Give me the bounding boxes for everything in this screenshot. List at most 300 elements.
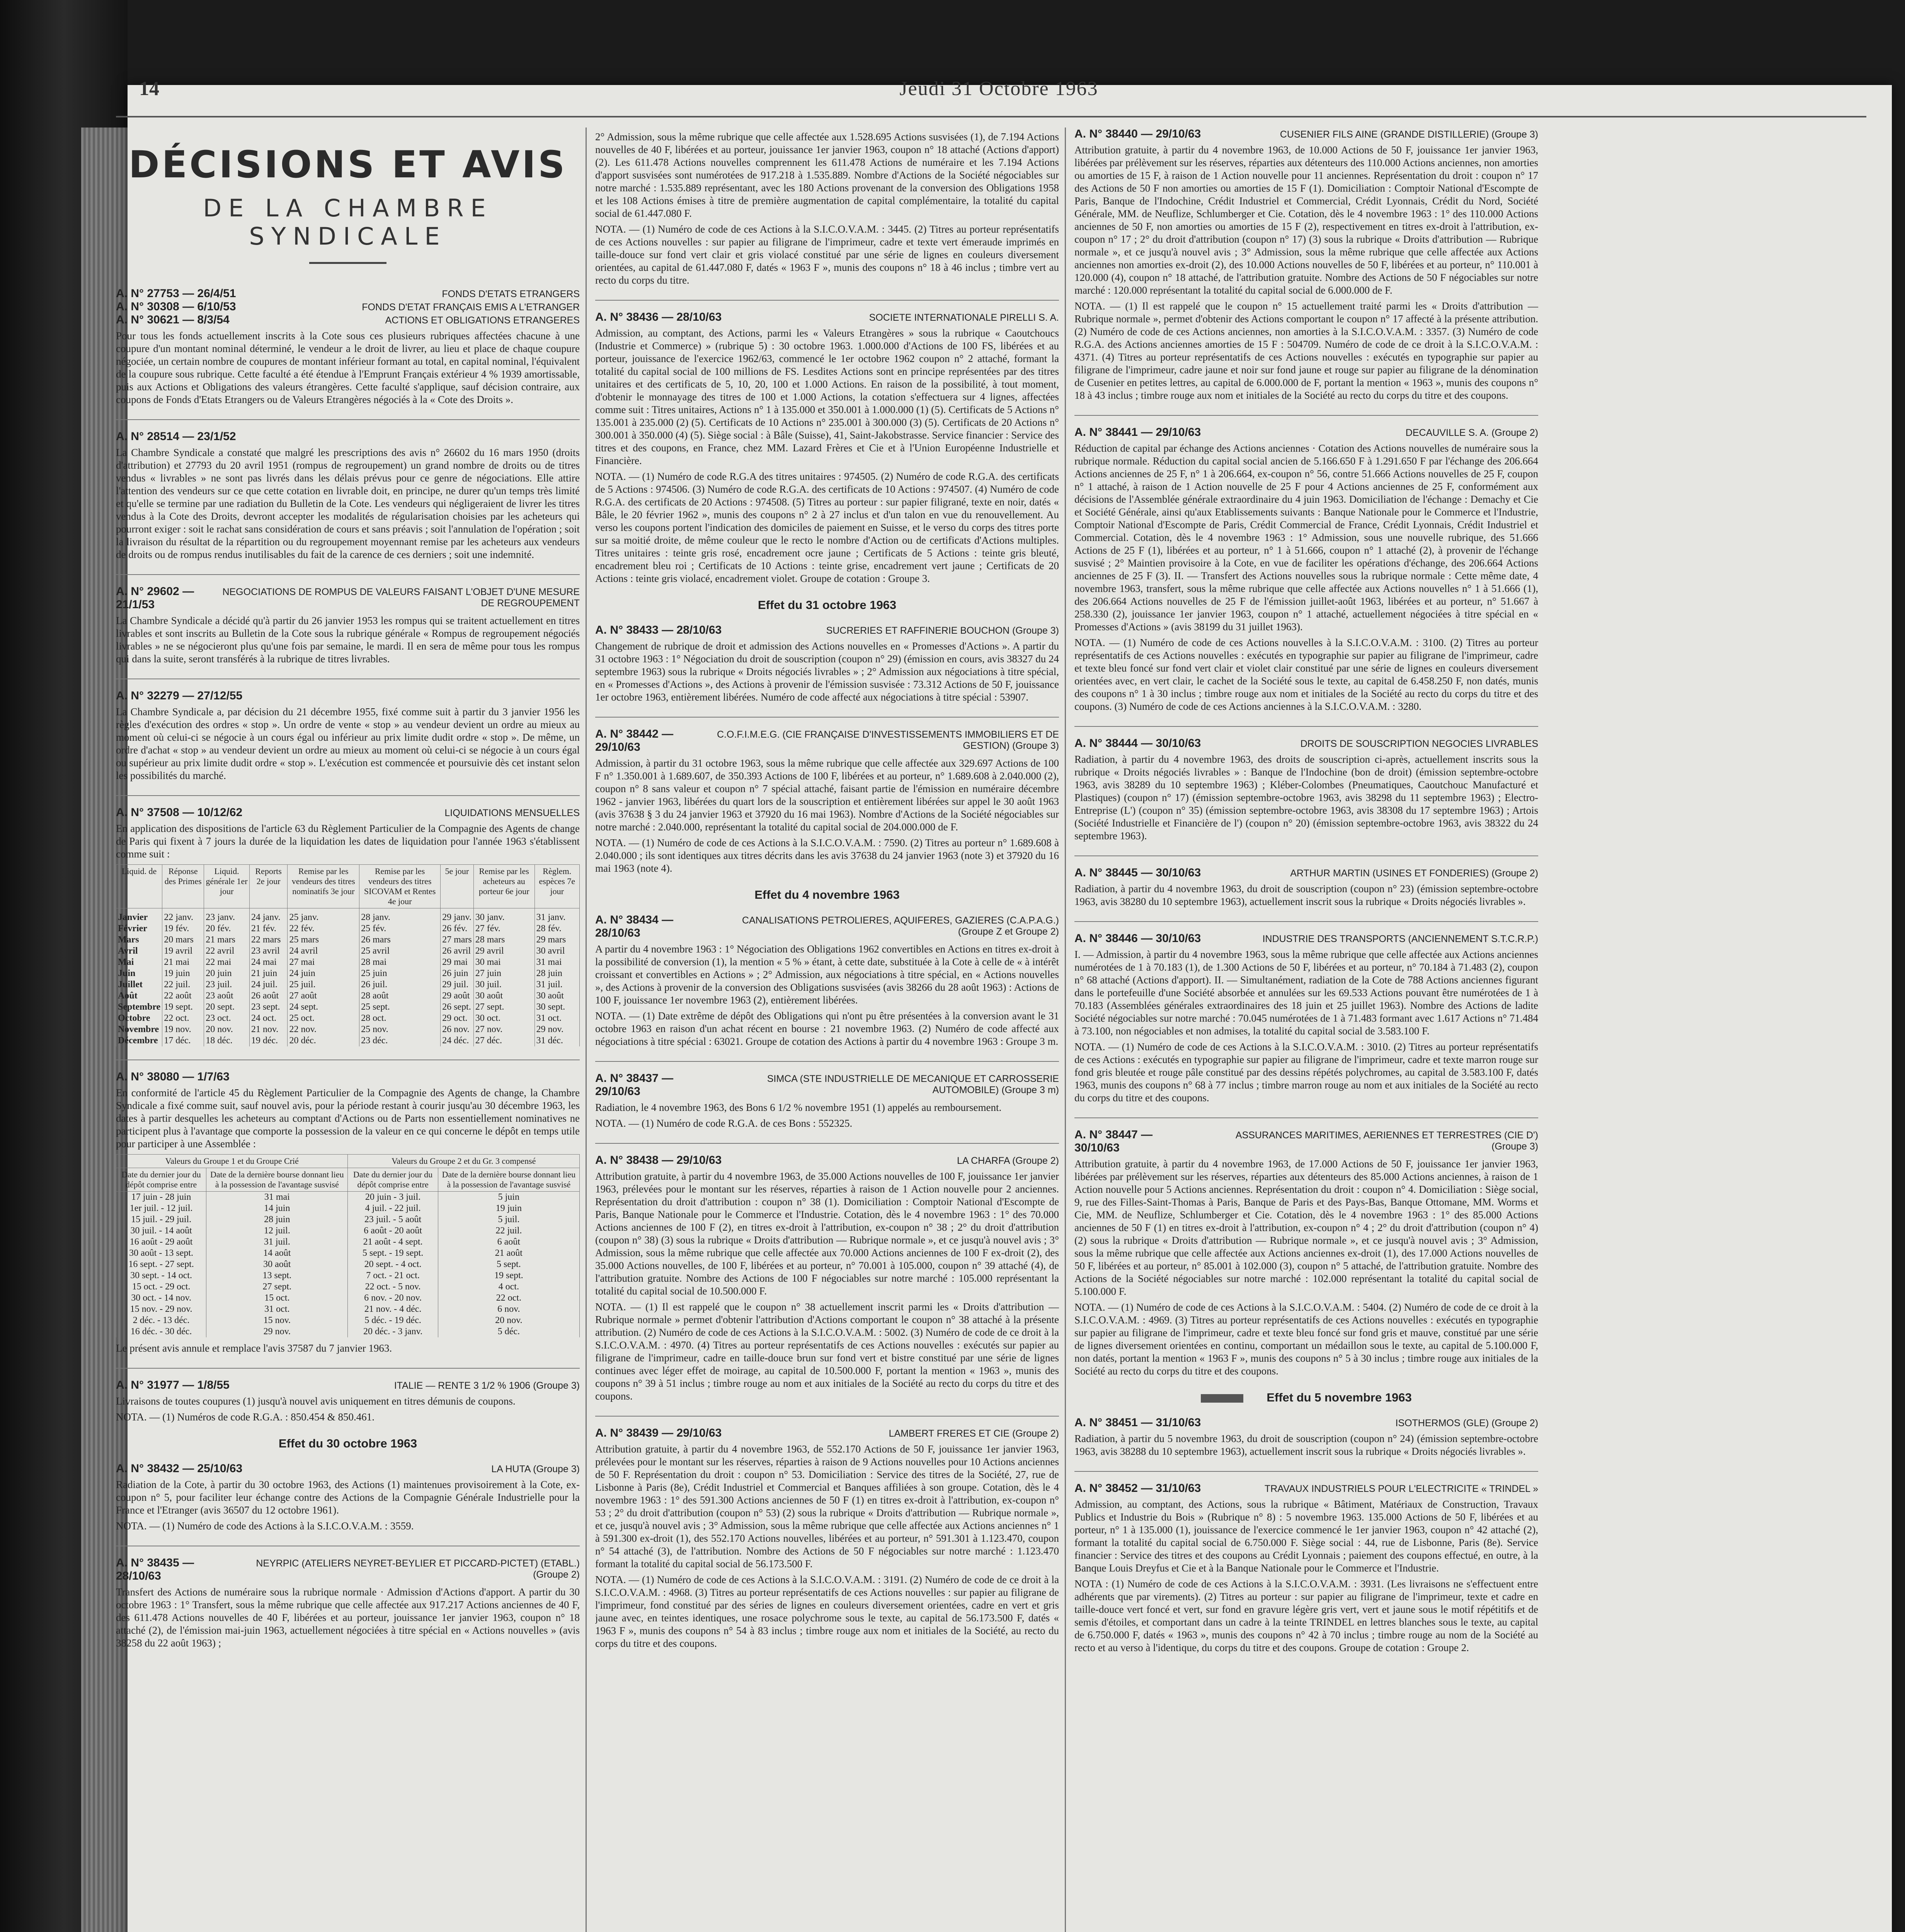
table-cell: 30 sept. - 14 oct.	[116, 1270, 206, 1281]
notice-body: La Chambre Syndicale a constaté que malgré les prescriptions des avis n° 26602 du 16 mars 1950 (droits d'attribution) et 27793 du 20 avril 1951 (rompus de regroupement) un grand nombre de droits ou de titres vendus « livrables » ne sont pas livrés dans les délais prévus pour ce genre de négociations. Elle attire l'attention des vendeurs sur ce que cette cotation en livrable doit, en principe, ne durer qu'un temps très limité et qu'elle se termine par une radiation du Bulletin de la Cote. Les vendeurs qui négligeraient de livrer les titres vendus à la Cote des Droits, devront accepter les modalités de régularisation choisies par les acheteurs qui pourront exiger : soit le rachat sans considération de cours et sans préavis ; soit l'annulation de l'opération ; soit la livraison du résultat de la répartition ou du regroupement moyennant remise par les acheteurs aux vendeurs de droits ou de rompus rendus inutilisables du fait de la carence de ces derniers ; soit une indemnité.	[116, 447, 580, 560]
notice	[116, 1462, 580, 1532]
table-cell: 25 nov.	[359, 1024, 441, 1035]
table-cell: 20 nov.	[204, 1024, 250, 1035]
table-cell: 23 janv.	[204, 908, 250, 923]
table-cell: 22 juil.	[162, 979, 204, 990]
table-row	[116, 979, 580, 990]
notice-ref: A. N° 29602 — 21/1/53	[116, 585, 194, 611]
effective-date-heading: Effet du 31 octobre 1963	[758, 598, 897, 612]
table-cell: 19 avril	[162, 946, 204, 957]
table-header: Date de la dernière bourse donnant lieu à la possession de l'avantage susvisé	[438, 1168, 579, 1192]
notice-body: Admission, au comptant, des Actions, parmi les « Valeurs Etrangères » sous la rubrique « Caoutchoucs (Industrie et Commerce) » (rubrique 5) : 30 octobre 1963. 1.000.000 d'Actions de 100 FS, libérées et au porteur, jouissance de l'exercice 1962/63, commencé le 1er octobre 1962 coupon n° 2 attaché, formant la totalité du capital social de 100 millions de FS. Lesdites Actions sont en principe représentées par des titres unitaires et des certificats de 5, 10, 20, 100 et 1.000 Actions. En raison de la possibilité, à tout moment, d'obtenir le monnayage des titres de 100 et 1.000 Actions, la cotation s'effectuera sur 4 lignes, affectées comme suit : Titres unitaires, Actions n° 1 à 135.000 et 350.001 à 1.000.000 (1) (5). Certificats de 5 Actions n° 135.001 à 235.000 (2) (5). Certificats de 10 Actions n° 235.001 à 300.000 (3) (5). Certificats de 20 Actions n° 300.001 à 350.000 (4) (5). Siège social : à Bâle (Suisse), 41, Saint-Jakobstrasse. Service financier : Service des titres et des coupons, en France, chez MM. Lazard Frères et Cie et à l'Union Européenne Industrielle et Financière.	[595, 327, 1059, 466]
table-cell: 5 juil.	[438, 1214, 579, 1225]
month-cell: Juin	[116, 968, 162, 979]
notice-ref: A. N° 30621 — 8/3/54	[116, 313, 230, 326]
running-header	[139, 77, 1859, 112]
table-header: Règlem. espèces 7e jour	[535, 865, 579, 908]
table-cell: 30 août	[535, 990, 579, 1002]
divider	[595, 1143, 1059, 1144]
table-header: Remise par les vendeurs des titres nominatifs 3e jour	[288, 865, 359, 908]
table-row	[116, 908, 580, 923]
table-cell: 22 oct.	[438, 1293, 579, 1304]
notice-note: NOTA. — (1) Il est rappelé que le coupon n° 15 actuellement traité parmi les « Droits d'attribution — Rubrique normale », permet d'obtenir des Actions comportant le coupon n° 17 affecté à la présente attribution. (2) Numéro de code de ces Actions anciennes, non amorties à la S.I.C.O.V.A.M. : 3357. (3) Numéro de code R.G.A. des Actions anciennes amorties de 15 F : 504709. Numéro de code de ce droit à la S.I.C.O.V.A.M. : 4371. (4) Titres au porteur représentatifs de ces Actions nouvelles : exécutés en typographie sur papier au filigrane de l'imprimeur, cadre jaune et noir sur fond jaune et rouge sur papier au filigrane de la dénomination de Cusenier en petites lettres, au capital de 6.000.000 de F, portant la mention « 1963 », munis des coupons n° 18 à 43 inclus ; timbre rouge aux nom et initiales de la Société au recto du corps du titre et des coupons.	[1074, 300, 1538, 401]
header-date: Jeudi 31 Octobre 1963	[899, 78, 1098, 100]
notice-subject: NEGOCIATIONS DE ROMPUS DE VALEURS FAISANT L'OBJET D'UNE MESURE DE REGROUPEMENT	[222, 587, 580, 609]
notice-note: NOTA. — (1) Numéro de code de ces Actions à la S.I.C.O.V.A.M. : 3445. (2) Titres au porteur représentatifs de ces Actions nouvelles : sur papier au filigrane de l'imprimeur, cadre et texte vert émeraude imprimés en taille-douce sur fond vert clair et gris violacé constitué par une série de lignes en couleurs diversement orientées, au capital de 61.447.080 F, datés « 1963 F », munis des coupons n° 18 à 46 inclus ; timbre vert au recto du corps du titre.	[595, 223, 1059, 286]
table-cell: 22 oct. - 5 nov.	[348, 1281, 438, 1293]
table-cell: 31 mai	[206, 1192, 348, 1203]
notice-note: NOTA. — (1) Numéros de code R.G.A. : 850.454 & 850.461.	[116, 1411, 375, 1423]
notice-subject: CUSENIER FILS AINE (GRANDE DISTILLERIE) (Groupe 3)	[1280, 129, 1538, 140]
notice	[1074, 866, 1538, 908]
notice-body: Admission, au comptant, des Actions, sous la rubrique « Bâtiment, Matériaux de Construction, Travaux Publics et Industrie du Bois » (Rubrique n° 8) : 5 novembre 1963. 135.000 Actions de 50 F, libérées et au porteur, n° 1 à 135.000 (1), jouissance de l'exercice commencé le 1er janvier 1963, coupon n° 42 attaché (2), formant la totalité du capital social de 6.750.000 F. Siège social : 44, rue de Lisbonne, Paris (8e). Service financier : Service des titres et des coupons au Crédit Lyonnais ; paiement des coupons effectué, en outre, à la Banque Louis Dreyfus et Cie et à la Banque Nationale pour le Commerce et l'Industrie.	[1074, 1498, 1538, 1574]
notice	[116, 1070, 580, 1355]
notice	[1074, 1416, 1538, 1458]
table-cell: 19 juin	[438, 1203, 579, 1214]
table-cell: 30 janv.	[473, 908, 535, 923]
table-cell: 21 fév.	[249, 923, 288, 934]
notice-body: En conformité de l'article 45 du Règlement Particulier de la Compagnie des Agents de change, la Chambre Syndicale a fixé comme suit, sauf nouvel avis, pour la période restant à courir jusqu'au 30 décembre 1963, les dates à partir desquelles les acheteurs au comptant d'Actions ou de Parts non essentiellement nominatives ne participent plus à l'avantage que comporte la possession de la valeur en ce qui concerne le dépôt en temps utile pour participer à une Assemblée :	[116, 1087, 580, 1150]
notice-subject: INDUSTRIE DES TRANSPORTS (ANCIENNEMENT S.T.C.R.P.)	[1262, 934, 1538, 944]
notice-body: Attribution gratuite, à partir du 4 novembre 1963, de 10.000 Actions de 50 F, jouissance 1er janvier 1963, libérées par prélèvement sur les réserves, réparties aux détenteurs des 110.000 Actions anciennes, non amorties ou amorties de 15 F, à raison de 1 Action nouvelle pour 11 anciennes. Représentation du droit : coupon n° 17 des Actions de 50 F non amorties ou amorties de 15 F (1). Domiciliation : Comptoir National d'Escompte de Paris, Banque de l'Indochine, Crédit Industriel et Commercial, Crédit Lyonnais, Crédit du Nord, Société Générale, MM. de Neuflize, Schlumberger et Cie. Cotation, dès le 4 novembre 1963 : 1° des 110.000 Actions anciennes de 50 F, non amorties ou amorties de 15 F (2), respectivement en titres ex-droit à l'attribution, ex-coupon n° 17 ; 2° du droit d'attribution (coupon n° 17) (3) sous la rubrique « Droits d'attribution — Rubrique normale », et ce jusqu'à nouvel avis ; 3° Admission, sous la même rubrique que celle affectée aux Actions anciennes non amorties ex-droit (2), des 10.000 Actions nouvelles de 50 F, libérées et au porteur, n° 110.001 à 120.000 (4), coupon n° 18 attaché, de l'attribution gratuite. Nombre des Actions de 50 F négociables sur notre marché : 120.000 représentant la totalité du capital social de 6.000.000 de F.	[1074, 144, 1538, 296]
table-cell: 31 oct.	[535, 1013, 579, 1024]
column-separator	[1065, 128, 1066, 1932]
table-cell: 28 janv.	[359, 908, 441, 923]
notice-subject: NEYRPIC (ATELIERS NEYRET-BEYLIER ET PICCARD-PICTET) (ETABL.) (Groupe 2)	[256, 1558, 580, 1580]
table-cell: 16 déc. - 30 déc.	[116, 1326, 206, 1337]
table-row	[116, 1035, 580, 1046]
notice-subject: ISOTHERMOS (GLE) (Groupe 2)	[1395, 1418, 1538, 1429]
table-row	[116, 1236, 580, 1248]
table-header: Remise par les vendeurs des titres SICOVAM et Rentes 4e jour	[359, 865, 441, 908]
table-cell: 20 sept. - 4 oct.	[348, 1259, 438, 1270]
table-row	[116, 1192, 580, 1203]
table-cell: 26 avril	[441, 946, 474, 957]
notice	[595, 311, 1059, 585]
divider	[1074, 1117, 1538, 1118]
table-cell: 5 déc. - 19 déc.	[348, 1315, 438, 1326]
table-cell: 31 juil.	[206, 1236, 348, 1248]
column-separator	[586, 128, 587, 1932]
table-cell: 24 déc.	[441, 1035, 474, 1046]
month-cell: Janvier	[116, 908, 162, 923]
month-cell: Juillet	[116, 979, 162, 990]
divider	[595, 300, 1059, 301]
table-cell: 21 juin	[249, 968, 288, 979]
table-cell: 21 août	[438, 1248, 579, 1259]
table-row	[116, 1024, 580, 1035]
notice-body: Changement de rubrique de droit et admission des Actions nouvelles en « Promesses d'Actions ». A partir du 31 octobre 1963 : 1° Négociation du droit de souscription (coupon n° 29) (émission en cours, avis 38327 du 24 septembre 1963) sous la rubrique « Droits négociés livrables » ; 2° Admission aux négociations à titre spécial, en « Promesses d'Actions », des Actions à provenir de l'émission susvisée : 73.312 Actions de 50 F, jouissance 1er octobre 1963, entièrement libérées. Numéro de code affecté aux négociations à titre spécial : 53907.	[595, 640, 1059, 703]
notice-ref: A. N° 37508 — 10/12/62	[116, 806, 243, 819]
table-cell: 17 juin - 28 juin	[116, 1192, 206, 1203]
table-cell: 17 déc.	[162, 1035, 204, 1046]
table-cell: 21 mars	[204, 934, 250, 946]
notice-ref: A. N° 27753 — 26/4/51	[116, 287, 236, 300]
table-cell: 29 août	[441, 990, 474, 1002]
table-cell: 30 août	[206, 1259, 348, 1270]
table-cell: 24 juin	[288, 968, 359, 979]
table-cell: 30 oct. - 14 nov.	[116, 1293, 206, 1304]
table-cell: 26 nov.	[441, 1024, 474, 1035]
table-cell: 23 oct.	[204, 1013, 250, 1024]
notice	[116, 430, 580, 561]
table-cell: 31 juil.	[535, 979, 579, 990]
month-cell: Septembre	[116, 1002, 162, 1013]
table-cell: 27 mai	[288, 957, 359, 968]
month-cell: Mars	[116, 934, 162, 946]
notice	[1074, 1482, 1538, 1654]
notice-ref: A. N° 30308 — 6/10/53	[116, 300, 236, 313]
month-cell: Novembre	[116, 1024, 162, 1035]
divider	[595, 717, 1059, 718]
table-group-header: Valeurs du Groupe 2 et du Gr. 3 compensé	[348, 1155, 580, 1168]
divider	[1074, 921, 1538, 922]
table-cell: 22 oct.	[162, 1013, 204, 1024]
table-cell: 31 mai	[535, 957, 579, 968]
notice	[116, 1379, 580, 1423]
table-cell: 30 avril	[535, 946, 579, 957]
table-cell: 20 juin	[204, 968, 250, 979]
notice	[595, 1072, 1059, 1130]
notice-subject: ASSURANCES MARITIMES, AERIENNES ET TERRESTRES (CIE D') (Groupe 3)	[1235, 1130, 1538, 1152]
month-cell: Mai	[116, 957, 162, 968]
divider	[595, 1061, 1059, 1062]
table-row	[116, 1002, 580, 1013]
table-cell: 19 juin	[162, 968, 204, 979]
table-cell: 30 juil. - 14 août	[116, 1225, 206, 1236]
notice-subject: ACTIONS ET OBLIGATIONS ETRANGERES	[385, 315, 580, 326]
notice-subject: SUCRERIES ET RAFFINERIE BOUCHON (Groupe 3)	[826, 625, 1059, 636]
table-cell: 21 août - 4 sept.	[348, 1236, 438, 1248]
effective-date-heading	[1074, 1391, 1538, 1405]
notice	[595, 728, 1059, 875]
notice-body: Admission, à partir du 31 octobre 1963, sous la même rubrique que celle affectée aux 329.697 Actions de 100 F n° 1.350.001 à 1.689.607, de 350.393 Actions de 100 F, libérées et au porteur, n° 1.689.608 à 2.040.000 (2), coupon n° 8 sans valeur et coupon n° 7 spécial attaché, faisant partie de l'émission en numéraire décembre 1962 - janvier 1963, libérées du quart lors de la souscription et entièrement libérées sur appel le 30 août 1963 (avis 37638 § 3 du 24 janvier 1963 et 37920 du 16 mai 1963). Nombre d'Actions de la Société négociables sur notre marché : 2.040.000, représentant la totalité du capital social de 204.000.000 de F.	[595, 757, 1059, 833]
table-cell: 23 sept.	[249, 1002, 288, 1013]
notice	[595, 1427, 1059, 1650]
table-header: Liquid. générale 1er jour	[204, 865, 250, 908]
table-cell: 29 nov.	[535, 1024, 579, 1035]
notice	[595, 913, 1059, 1048]
table-cell: 29 mars	[535, 934, 579, 946]
table-cell: 20 juin - 3 juil.	[348, 1192, 438, 1203]
notice-body: Attribution gratuite, à partir du 4 novembre 1963, de 35.000 Actions nouvelles de 100 F, jouissance 1er janvier 1963, prélevées pour le montant sur les réserves, réparties à raison de 1 Action nouvelle pour 2 anciennes. Représentation du droit d'attribution : coupon n° 38 (1). Domiciliation : Comptoir National d'Escompte de Paris, Banque Nationale pour le Commerce et l'Industrie. Cotation, dès le 4 novembre 1963 : 1° des 70.000 Actions anciennes de 100 F (2), en titres ex-droit à l'attribution, ex-coupon n° 38 ; 2° du droit d'attribution (coupon n° 38) (3) sous la rubrique « Droits d'attribution — Rubrique normale », et ce jusqu'à nouvel avis ; 3° Admission, sous la même rubrique que celle affectée aux 70.000 Actions anciennes de 100 F ex-droit (2), des 35.000 Actions nouvelles, de 100 F, libérées et au porteur, n° 70.001 à 105.000, coupon n° 39 attaché (4), de l'attribution gratuite. Nombre des Actions de 100 F négociables sur notre marché : 105.000 représentant la totalité du capital social de 10.500.000 F.	[595, 1170, 1059, 1297]
divider	[116, 795, 580, 796]
section-subtitle: DE LA CHAMBRE SYNDICALE	[203, 194, 493, 250]
table-cell: 30 août - 13 sept.	[116, 1248, 206, 1259]
table-row	[116, 1281, 580, 1293]
notice-subject: C.O.F.I.M.E.G. (CIE FRANÇAISE D'INVESTISSEMENTS IMMOBILIERS ET DE GESTION) (Groupe 3)	[717, 729, 1059, 751]
notice-subject: CANALISATIONS PETROLIERES, AQUIFERES, GAZIERES (C.A.P.A.G.) (Groupe Z et Groupe 2)	[742, 915, 1059, 937]
notice	[116, 806, 580, 1046]
month-cell: Décembre	[116, 1035, 162, 1046]
table-cell: 15 nov. - 29 nov.	[116, 1304, 206, 1315]
table-cell: 22 mai	[204, 957, 250, 968]
section-title: DÉCISIONS ET AVIS	[128, 143, 567, 186]
table-cell: 7 oct. - 21 oct.	[348, 1270, 438, 1281]
effective-date-heading: Effet du 4 novembre 1963	[754, 888, 900, 901]
table-row	[116, 923, 580, 934]
notice-ref: A. N° 38447 — 30/10/63	[1074, 1128, 1153, 1154]
table-cell: 24 mai	[249, 957, 288, 968]
table-row	[116, 934, 580, 946]
notice	[116, 1556, 580, 1650]
notice-ref: A. N° 28514 — 23/1/52	[116, 430, 236, 443]
month-cell: Avril	[116, 946, 162, 957]
table-cell: 30 mai	[473, 957, 535, 968]
divider	[1074, 855, 1538, 856]
table-cell: 23 déc.	[359, 1035, 441, 1046]
table-header: Liquid. de	[116, 865, 162, 908]
notice-subject: LAMBERT FRERES ET CIE (Groupe 2)	[889, 1428, 1059, 1439]
table-cell: 21 nov.	[249, 1024, 288, 1035]
notice-ref: A. N° 38434 — 28/10/63	[595, 913, 674, 939]
table-cell: 24 sept.	[288, 1002, 359, 1013]
table-cell: 21 nov. - 4 déc.	[348, 1304, 438, 1315]
notice-ref: A. N° 38433 — 28/10/63	[595, 624, 722, 636]
notice-body: Transfert des Actions de numéraire sous la rubrique normale · Admission d'Actions d'apport. A partir du 30 octobre 1963 : 1° Transfert, sous la même rubrique que celle affectée aux 917.217 Actions anciennes de 40 F, des 611.478 Actions nouvelles de 40 F, libérées et au porteur, jouissance 1er janvier 1963, coupon n° 18 attaché (2), de l'émission mai-juin 1963, actuellement négociées à titre spécial en « Actions nouvelles » (avis 38258 du 22 août 1963) ;	[116, 1586, 580, 1649]
table-cell: 23 août	[204, 990, 250, 1002]
notice-ref: A. N° 38435 — 28/10/63	[116, 1556, 194, 1582]
notice	[1074, 737, 1538, 842]
notice-body: Livraisons de toutes coupures (1) jusqu'à nouvel avis uniquement en titres démunis de coupons.	[116, 1395, 516, 1407]
table-cell: 27 août	[288, 990, 359, 1002]
table-cell: 27 sept.	[473, 1002, 535, 1013]
notice-note: NOTA. — (1) Numéro de code de ces Actions à la S.I.C.O.V.A.M. : 5404. (2) Numéro de code de ce droit à la S.I.C.O.V.A.M. : 4969. (3) Titres au porteur représentatifs de ces Actions nouvelles : exécutés en typographie sur papier au filigrane de l'imprimeur, cadre et texte bleu foncé sur fond gris et mauve, constitué par une série de lignes diversement orientées en continu, comportant un médaillon sous le texte, au capital de 5.100.000 F, non datés, portant la mention « 1963 F », munis des coupons n° 5 à 30 inclus ; timbre rouge aux initiales de la Société au recto du corps du titre et des coupons.	[1074, 1301, 1538, 1377]
notice-footer: Le présent avis annule et remplace l'avis 37587 du 7 janvier 1963.	[116, 1342, 392, 1354]
table-group-header: Valeurs du Groupe 1 et du Groupe Crié	[116, 1155, 348, 1168]
table-cell: 25 mars	[288, 934, 359, 946]
notice-subject: ARTHUR MARTIN (USINES ET FONDERIES) (Groupe 2)	[1290, 868, 1538, 879]
table-cell: 19 nov.	[162, 1024, 204, 1035]
table-row	[116, 1013, 580, 1024]
notice-subject: ITALIE — RENTE 3 1/2 % 1906 (Groupe 3)	[394, 1380, 580, 1391]
table-cell: 4 oct.	[438, 1281, 579, 1293]
notice-subject: FONDS D'ETATS ETRANGERS	[442, 289, 580, 299]
table-cell: 29 juil.	[441, 979, 474, 990]
table-cell: 26 mars	[359, 934, 441, 946]
table-cell: 18 déc.	[204, 1035, 250, 1046]
table-row	[116, 957, 580, 968]
table-cell: 14 août	[206, 1248, 348, 1259]
table-row	[116, 946, 580, 957]
table-cell: 26 sept.	[441, 1002, 474, 1013]
notice-note: NOTA. — (1) Numéro de code R.G.A des titres unitaires : 974505. (2) Numéro de code R.G.A. des certificats de 5 Actions : 974506. (3) Numéro de code R.G.A. des certificats de 10 Actions : 974507. (4) Numéro de code R.G.A. des certificats de 20 Actions : 974508. (5) Titres au porteur : sur papier filigrané, texte en noir, datés « Bâle, le 20 février 1962 », munis des coupons n° 2 à 27 inclus et d'un talon en vue du renouvellement. Au verso les coupons portent l'indication des domiciles de paiement en Suisse, et le verso du corps des titres porte sur sa moitié droite, de même couleur que le recto le nombre d'Action ou de certificats d'Actions multiples. Titres unitaires : teinte gris rosé, encadrement ocre jaune ; Certificats de 5 Actions : teinte gris bleuté, encadrement bleu roi ; Certificats de 10 Actions : teinte grise, encadrement vert jaune ; Certificats de 20 Actions : teinte gris violacé, encadrement violet. Groupe de cotation : Groupe 3.	[595, 471, 1059, 584]
table-cell: 19 sept.	[438, 1270, 579, 1281]
table-cell: 27 fév.	[473, 923, 535, 934]
divider	[1074, 1471, 1538, 1472]
table-cell: 25 avril	[359, 946, 441, 957]
divider	[116, 1368, 580, 1369]
table-cell: 22 janv.	[162, 908, 204, 923]
table-cell: 27 juin	[473, 968, 535, 979]
table-cell: 14 juin	[206, 1203, 348, 1214]
table-cell: 20 mars	[162, 934, 204, 946]
table-cell: 15 oct.	[206, 1293, 348, 1304]
notice-note: NOTA. — (1) Numéro de code de ces Actions à la S.I.C.O.V.A.M. : 7590. (2) Titres au porteur n° 1.689.608 à 2.040.000 ; ils sont identiques aux titres décrits dans les avis 37638 du 24 janvier 1963 (note 3) et 37920 du 16 mai 1963 (note 4).	[595, 837, 1059, 874]
table-cell: 28 oct.	[359, 1013, 441, 1024]
notice-body: Radiation de la Cote, à partir du 30 octobre 1963, des Actions (1) maintenues provisoirement à la Cote, ex-coupon n° 5, pour faciliter leur échange contre des Actions de la Compagnie Générale Industrielle pour la France et l'Etranger (avis 36507 du 12 octobre 1961).	[116, 1479, 580, 1516]
table-cell: 25 oct.	[288, 1013, 359, 1024]
column-1	[116, 128, 580, 1932]
notice-subject: TRAVAUX INDUSTRIELS POUR L'ELECTRICITE « TRINDEL »	[1264, 1483, 1538, 1494]
table-header: Date du dernier jour du dépôt comprise entre	[116, 1168, 206, 1192]
table-cell: 22 juil.	[438, 1225, 579, 1236]
table-row	[116, 1326, 580, 1337]
notice-note: NOTA. — (1) Numéro de code de ces Actions à la S.I.C.O.V.A.M. : 3191. (2) Numéro de code de ce droit à la S.I.C.O.V.A.M. : 4968. (3) Titres au porteur représentatifs de ces Actions nouvelles : sur papier au filigrane de l'imprimeur, fond constitué par des séries de lignes en couleurs diversement orientées, cadre en vert et gris jaune avec, en teintes identiques, une rosace polychrome sous le texte, au capital de 56.173.500 F, datés « 1963 F », munis des coupons n° 54 à 83 inclus ; timbre rouge aux nom et initiales de la Société, au recto du corps du titre et des coupons.	[595, 1574, 1059, 1649]
table-cell: 1er juil. - 12 juil.	[116, 1203, 206, 1214]
table-cell: 19 sept.	[162, 1002, 204, 1013]
table-cell: 20 sept.	[204, 1002, 250, 1013]
divider	[595, 1416, 1059, 1417]
notice-ref: A. N° 38432 — 25/10/63	[116, 1462, 243, 1475]
table-row	[116, 1293, 580, 1304]
table-cell: 22 mars	[249, 934, 288, 946]
effective-date-heading: Effet du 30 octobre 1963	[278, 1437, 417, 1450]
table-cell: 27 sept.	[206, 1281, 348, 1293]
table-cell: 12 juil.	[206, 1225, 348, 1236]
table-header: Réponse des Primes	[162, 865, 204, 908]
table-cell: 4 juil. - 22 juil.	[348, 1203, 438, 1214]
notice-subject: LA HUTA (Groupe 3)	[491, 1464, 580, 1475]
table-header: Remise par les acheteurs au porteur 6e jour	[473, 865, 535, 908]
notice-subject: DECAUVILLE S. A. (Groupe 2)	[1405, 427, 1538, 438]
masthead	[116, 143, 580, 264]
table-cell: 22 fév.	[288, 923, 359, 934]
notice-subject: LA CHARFA (Groupe 2)	[957, 1155, 1059, 1166]
table-cell: 26 juil.	[359, 979, 441, 990]
table-cell: 25 sept.	[359, 1002, 441, 1013]
notice	[595, 131, 1059, 287]
table-row	[116, 990, 580, 1002]
table-cell: 29 mai	[441, 957, 474, 968]
table-cell: 28 fév.	[535, 923, 579, 934]
notice	[595, 1154, 1059, 1403]
table-cell: 30 juil.	[473, 979, 535, 990]
notice	[1074, 426, 1538, 713]
table-row	[116, 1203, 580, 1214]
table-cell: 5 sept. - 19 sept.	[348, 1248, 438, 1259]
table-cell: 21 mai	[162, 957, 204, 968]
table-row	[116, 968, 580, 979]
notice-ref: A. N° 38440 — 29/10/63	[1074, 128, 1201, 140]
notice-note: NOTA. — (1) Numéro de code R.G.A. de ces Bons : 552325.	[595, 1117, 853, 1129]
table-cell: 20 fév.	[204, 923, 250, 934]
column-3	[1074, 128, 1538, 1932]
table-cell: 30 sept.	[535, 1002, 579, 1013]
table-cell: 28 juin	[535, 968, 579, 979]
table-header: 5e jour	[441, 865, 474, 908]
table-cell: 19 déc.	[249, 1035, 288, 1046]
table-cell: 26 fév.	[441, 923, 474, 934]
table-cell: 24 janv.	[249, 908, 288, 923]
table-cell: 2 déc. - 13 déc.	[116, 1315, 206, 1326]
table-cell: 28 mai	[359, 957, 441, 968]
notice-subject: SOCIETE INTERNATIONALE PIRELLI S. A.	[869, 312, 1059, 323]
notice	[116, 689, 580, 782]
table-cell: 29 janv.	[441, 908, 474, 923]
month-cell: Février	[116, 923, 162, 934]
table-cell: 27 nov.	[473, 1024, 535, 1035]
notice-ref: A. N° 38438 — 29/10/63	[595, 1154, 722, 1167]
column-2	[595, 128, 1059, 1932]
notice-note: NOTA. — (1) Numéro de code de ces Actions à la S.I.C.O.V.A.M. : 3010. (2) Titres au porteur représentatifs de ces Actions : exécutés en typographie sur papier au filigrane de l'imprimeur, cadre et texte marron rouge sur fond gris bleutée et rouge pâle constitué par des dessins répétés polychromes, au capital de 3.583.100 F, datés 1963, munis des coupons n° 68 à 77 inclus ; timbre marron rouge au nom et aux initiales de la Société au recto du corps du titre et des coupons.	[1074, 1041, 1538, 1104]
notice-ref: A. N° 38442 — 29/10/63	[595, 728, 674, 753]
table-cell: 22 avril	[204, 946, 250, 957]
notice-body: A partir du 4 novembre 1963 : 1° Négociation des Obligations 1962 convertibles en Actions en titres ex-droit à la possibilité de conversion (1), la mention « 5 % » étant, à cette date, substituée à la Cote à celle de « à intérêt croissant et convertibles en Actions » ; 2° Admission, aux négociations à titre spécial, en « Actions nouvelles », des Actions à provenir de la conversion des Obligations susvisées (avis 38266 du 28 août 1963) : Actions de 100 F, jouissance 1er novembre 1963 (2), entièrement libérées.	[595, 943, 1059, 1006]
table-cell: 23 avril	[249, 946, 288, 957]
table-cell: 23 juil. - 5 août	[348, 1214, 438, 1225]
effective-date-text: Effet du 5 novembre 1963	[1267, 1391, 1412, 1404]
table-cell: 16 août - 29 août	[116, 1236, 206, 1248]
table-cell: 13 sept.	[206, 1270, 348, 1281]
notice-ref: A. N° 32279 — 27/12/55	[116, 689, 243, 702]
table-cell: 24 juil.	[249, 979, 288, 990]
notice-subject: SIMCA (STE INDUSTRIELLE DE MECANIQUE ET CARROSSERIE AUTOMOBILE) (Groupe 3 m)	[767, 1073, 1059, 1095]
notice-body: La Chambre Syndicale a, par décision du 21 décembre 1955, fixé comme suit à partir du 3 janvier 1956 les règles d'exécution des ordres « stop ». Un ordre de vente « stop » au vendeur devient un ordre au mieux au moment où celui-ci se négocie à un cours égal ou inférieur au prix limite dudit ordre « stop ». De même, un ordre d'achat « stop » au vendeur devient un ordre au mieux au moment où celui-ci se négocie à un cours égal ou supérieur au prix limite dudit ordre « stop ». L'exécution est commencée et poursuivie dès cet instant selon les possibilités du marché.	[116, 706, 580, 781]
table-cell: 28 mars	[473, 934, 535, 946]
notice	[116, 287, 580, 406]
table-cell: 26 août	[249, 990, 288, 1002]
table-header: Date de la dernière bourse donnant lieu à la possession de l'avantage susvisé	[206, 1168, 348, 1192]
table-row	[116, 1304, 580, 1315]
table-cell: 24 avril	[288, 946, 359, 957]
month-cell: Octobre	[116, 1013, 162, 1024]
notice-note: NOTA. — (1) Numéro de code de ces Actions nouvelles à la S.I.C.O.V.A.M. : 3100. (2) Titres au porteur représentatifs de ces Actions nouvelles : exécutés en typographie sur papier au filigrane de l'imprimeur, cadre et texte bleu foncé sur fond vert clair et violet clair constitué par une série de lignes en couleurs diversement orientées avec, en vert clair, le cachet de la Société sous le texte, au capital de 6.458.250 F, non datés, munis des coupons n° 1 à 30 inclus ; timbre rouge aux nom et initiales de la Société au recto du corps du titre et des coupons. (3) Numéro de code de ces Actions anciennes à la S.I.C.O.V.A.M. : 3280.	[1074, 637, 1538, 712]
table-cell: 31 janv.	[535, 908, 579, 923]
table-cell: 19 fév.	[162, 923, 204, 934]
table-header: Reports 2e jour	[249, 865, 288, 908]
table-cell: 20 nov.	[438, 1315, 579, 1326]
notice-subject: DROITS DE SOUSCRIPTION NEGOCIES LIVRABLES	[1300, 738, 1538, 749]
notice-body: En application des dispositions de l'article 63 du Règlement Particulier de la Compagnie des Agents de change de Paris qui fixent à 7 jours la durée de la liquidation les dates de liquidation pour l'année 1963 s'établissent comme suit :	[116, 823, 580, 860]
table-cell: 6 août	[438, 1236, 579, 1248]
notice-note: NOTA. — (1) Date extrême de dépôt des Obligations qui n'ont pu être présentées à la conversion avant le 31 octobre 1963 en raison d'un achat récent en bourse : 21 novembre 1963. (2) Numéro de code affecté aux négociations à titre spécial : 63021. Groupe de cotation des Actions à partir du 4 novembre 1963 : Groupe 3 m.	[595, 1010, 1059, 1047]
table-cell: 22 août	[162, 990, 204, 1002]
liquidation-table	[116, 864, 580, 1046]
notice-body: 2° Admission, sous la même rubrique que celle affectée aux 1.528.695 Actions susvisées (1), de 7.194 Actions nouvelles de 40 F, libérées et au porteur, jouissance 1er janvier 1963, coupon n° 18 attaché (Actions d'apport) (2). Les 611.478 Actions nouvelles comprennent les 611.478 Actions de numéraire et les 7.194 Actions d'apport susvisées sont numérotées de 917.218 à 1.535.889. Nombre d'Actions de la Société négociables sur notre marché : 1.535.889 représentant, avec les 180 Actions provenant de la conversion des Obligations 1958 et les 108 Actions émises à titre de première augmentation de capital complémentaire, la totalité du capital social de 61.447.080 F.	[595, 131, 1059, 219]
table-row	[116, 1214, 580, 1225]
table-cell: 27 déc.	[473, 1035, 535, 1046]
table-cell: 16 sept. - 27 sept.	[116, 1259, 206, 1270]
notice-body: Radiation, à partir du 4 novembre 1963, du droit de souscription (coupon n° 23) (émission septembre-octobre 1963, avis 38280 du 10 septembre 1963), actuellement inscrit sous la rubrique « Droits négociés livrables ».	[1074, 883, 1538, 907]
notice-ref: A. N° 38441 — 29/10/63	[1074, 426, 1201, 439]
month-cell: Août	[116, 990, 162, 1002]
table-cell: 6 nov. - 20 nov.	[348, 1293, 438, 1304]
table-cell: 28 août	[359, 990, 441, 1002]
notice-ref: A. N° 31977 — 1/8/55	[116, 1379, 230, 1391]
notice-subject: LIQUIDATIONS MENSUELLES	[444, 808, 580, 818]
deposit-dates-table	[116, 1154, 580, 1337]
table-cell: 25 juil.	[288, 979, 359, 990]
notice-note: NOTA. — (1) Il est rappelé que le coupon n° 38 actuellement inscrit parmi les « Droits d'attribution — Rubrique normale » permet d'obtenir l'attribution d'Actions comportant le coupon n° 38 attaché à la présente attribution. (2) Numéro de code de ces Actions à la S.I.C.O.V.A.M. : 5002. (3) Numéro de code de ce droit à la S.I.C.O.V.A.M. : 4970. (4) Titres au porteur représentatifs de ces Actions nouvelles : exécutés sur papier au filigrane de l'imprimeur, cadre en taille-douce brun sur fond vert et bistre constitué par une série de lignes continues avec léger effet de moirage, au capital de 10.500.000 F, portant la mention « 1963 », munis des coupons n° 39 à 51 inclus ; timbre rouge au nom et aux initiales de la Société au recto du corps du titre et des coupons.	[595, 1301, 1059, 1402]
table-cell: 25 fév.	[359, 923, 441, 934]
notice-ref: A. N° 38446 — 30/10/63	[1074, 932, 1201, 945]
notice	[1074, 128, 1538, 402]
table-cell: 27 mars	[441, 934, 474, 946]
table-cell: 29 oct.	[441, 1013, 474, 1024]
notice-subject: FONDS D'ETAT FRANÇAIS EMIS A L'ETRANGER	[362, 302, 580, 313]
notice-ref: A. N° 38080 — 1/7/63	[116, 1070, 230, 1083]
page-number: 14	[139, 78, 159, 100]
table-cell: 15 juil. - 29 juil.	[116, 1214, 206, 1225]
notice-body: Radiation, le 4 novembre 1963, des Bons 6 1/2 % novembre 1951 (1) appelés au remboursement.	[595, 1102, 1002, 1113]
header-rule	[116, 116, 1866, 117]
table-cell: 20 déc. - 3 janv.	[348, 1326, 438, 1337]
table-cell: 20 déc.	[288, 1035, 359, 1046]
table-cell: 15 oct. - 29 oct.	[116, 1281, 206, 1293]
notice	[1074, 1128, 1538, 1378]
table-cell: 15 nov.	[206, 1315, 348, 1326]
